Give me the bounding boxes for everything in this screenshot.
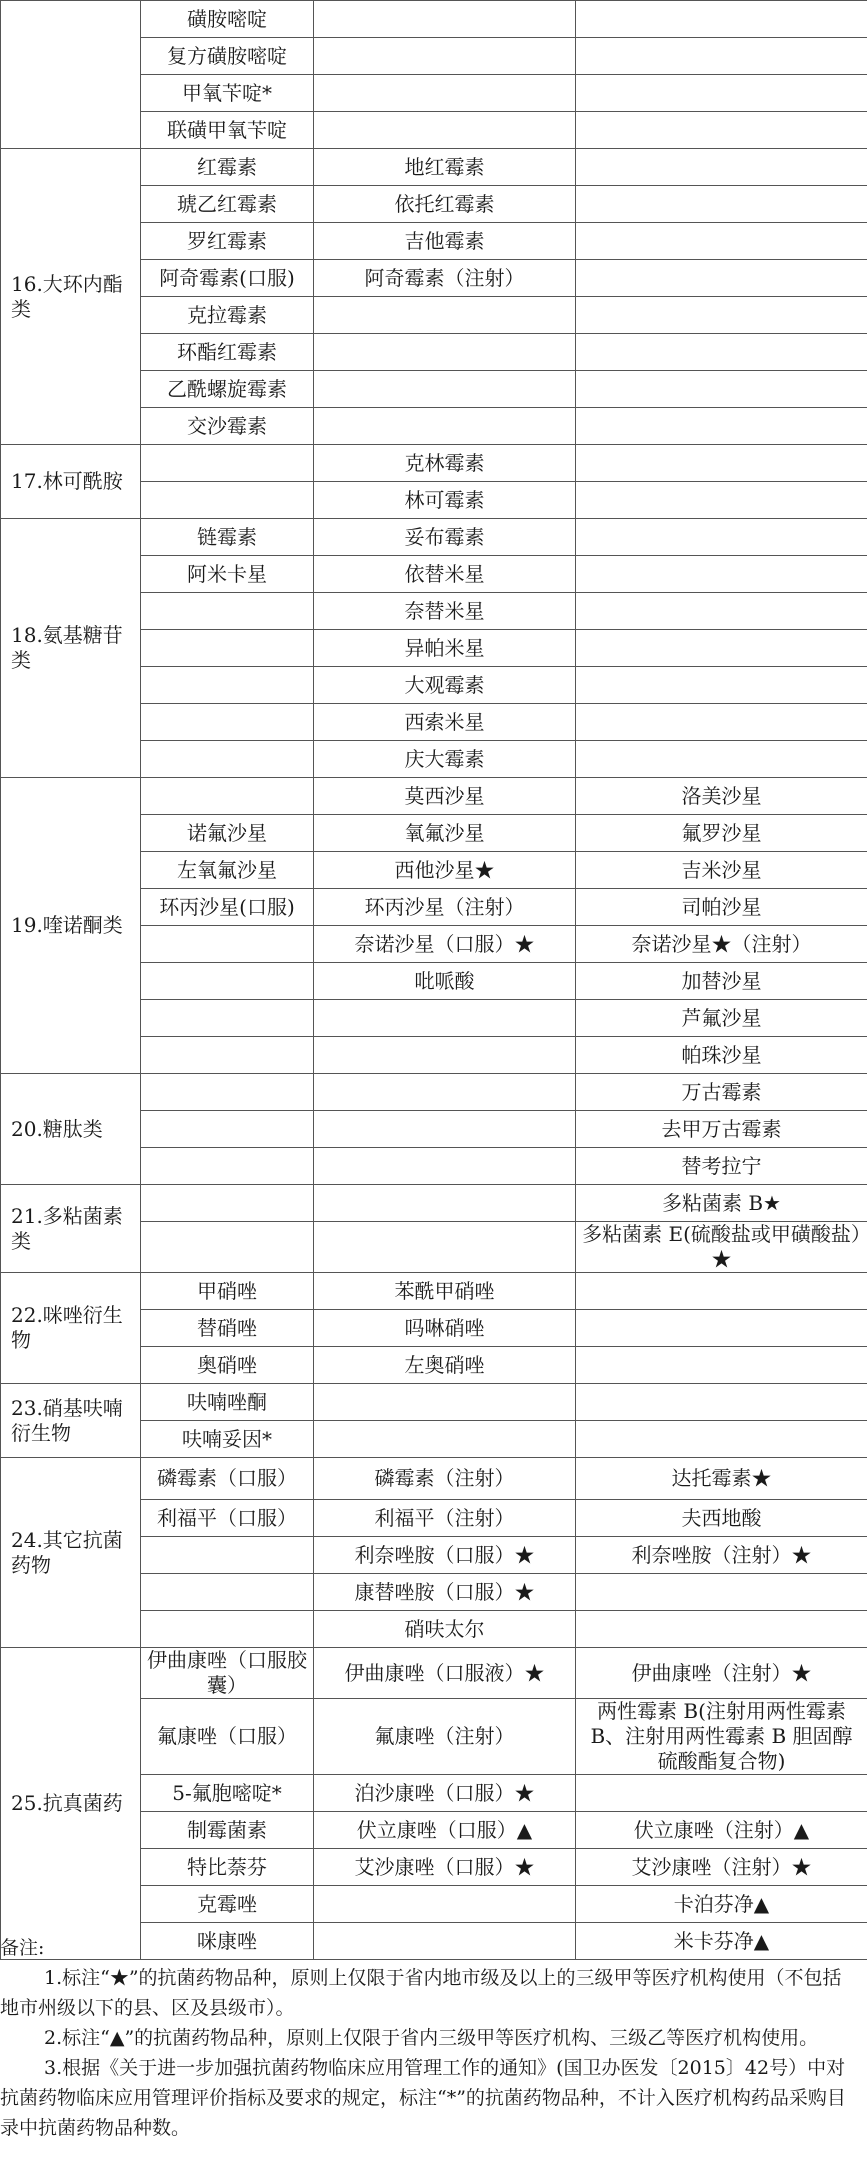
drug-cell-c1: 特比萘芬 bbox=[141, 1849, 314, 1886]
drug-cell-c1 bbox=[141, 1222, 314, 1273]
drug-cell-c3 bbox=[576, 1574, 867, 1611]
table-row bbox=[1, 1458, 867, 1500]
drug-cell-c3 bbox=[576, 112, 867, 149]
drug-cell-c3: 多粘菌素 E(硫酸盐或甲磺酸盐）★ bbox=[576, 1222, 867, 1273]
drug-cell-c1: 奥硝唑 bbox=[141, 1347, 314, 1384]
drug-cell-c3 bbox=[576, 556, 867, 593]
drug-cell-c3 bbox=[576, 1775, 867, 1812]
drug-cell-c1 bbox=[141, 1148, 314, 1185]
drug-cell-c3: 利奈唑胺（注射）★ bbox=[576, 1537, 867, 1574]
table-row bbox=[1, 1185, 867, 1222]
drug-cell-c3 bbox=[576, 1347, 867, 1384]
drug-cell-c1 bbox=[141, 963, 314, 1000]
drug-cell-c2: 克林霉素 bbox=[314, 445, 576, 482]
drug-cell-c1: 呋喃妥因* bbox=[141, 1421, 314, 1458]
drug-cell-c2 bbox=[314, 1037, 576, 1074]
drug-cell-c1: 甲氧苄啶* bbox=[141, 75, 314, 112]
drug-cell-c3 bbox=[576, 260, 867, 297]
drug-cell-c3 bbox=[576, 519, 867, 556]
drug-cell-c2: 磷霉素（注射） bbox=[314, 1458, 576, 1500]
drug-cell-c2 bbox=[314, 75, 576, 112]
drug-cell-c3: 帕珠沙星 bbox=[576, 1037, 867, 1074]
drug-cell-c3: 达托霉素★ bbox=[576, 1458, 867, 1500]
table-row bbox=[1, 519, 867, 556]
table-row bbox=[1, 445, 867, 482]
drug-cell-c2 bbox=[314, 1421, 576, 1458]
drug-cell-c3: 伏立康唑（注射）▲ bbox=[576, 1812, 867, 1849]
drug-cell-c1 bbox=[141, 704, 314, 741]
drug-cell-c2: 泊沙康唑（口服）★ bbox=[314, 1775, 576, 1812]
drug-cell-c1 bbox=[141, 1074, 314, 1111]
drug-cell-c3: 米卡芬净▲ bbox=[576, 1923, 867, 1960]
drug-cell-c2: 左奥硝唑 bbox=[314, 1347, 576, 1384]
drug-cell-c2: 伊曲康唑（口服液）★ bbox=[314, 1648, 576, 1699]
drug-cell-c3: 去甲万古霉素 bbox=[576, 1111, 867, 1148]
drug-cell-c1 bbox=[141, 1185, 314, 1222]
drug-cell-c1 bbox=[141, 926, 314, 963]
drug-cell-c1: 复方磺胺嘧啶 bbox=[141, 38, 314, 75]
drug-cell-c2 bbox=[314, 112, 576, 149]
drug-cell-c3 bbox=[576, 75, 867, 112]
drug-cell-c1: 联磺甲氧苄啶 bbox=[141, 112, 314, 149]
drug-cell-c3 bbox=[576, 482, 867, 519]
drug-cell-c2: 莫西沙星 bbox=[314, 778, 576, 815]
drug-cell-c2: 康替唑胺（口服）★ bbox=[314, 1574, 576, 1611]
drug-cell-c3: 芦氟沙星 bbox=[576, 1000, 867, 1037]
table-row bbox=[1, 778, 867, 815]
drug-cell-c3 bbox=[576, 223, 867, 260]
category-cell: 21.多粘菌素类 bbox=[1, 1185, 141, 1273]
drug-cell-c3: 多粘菌素 B★ bbox=[576, 1185, 867, 1222]
drug-cell-c2: 硝呋太尔 bbox=[314, 1611, 576, 1648]
drug-cell-c2 bbox=[314, 1111, 576, 1148]
drug-cell-c2 bbox=[314, 334, 576, 371]
table-row bbox=[1, 1384, 867, 1421]
drug-cell-c1 bbox=[141, 1537, 314, 1574]
drug-cell-c2: 氟康唑（注射） bbox=[314, 1699, 576, 1775]
drug-cell-c2 bbox=[314, 1000, 576, 1037]
drug-cell-c1: 甲硝唑 bbox=[141, 1273, 314, 1310]
notes-section bbox=[0, 1933, 860, 2143]
drug-cell-c2: 苯酰甲硝唑 bbox=[314, 1273, 576, 1310]
drug-cell-c1: 红霉素 bbox=[141, 149, 314, 186]
drug-cell-c3: 万古霉素 bbox=[576, 1074, 867, 1111]
drug-cell-c2: 伏立康唑（口服）▲ bbox=[314, 1812, 576, 1849]
table-row bbox=[1, 1273, 867, 1310]
drug-cell-c3 bbox=[576, 38, 867, 75]
drug-cell-c2: 西他沙星★ bbox=[314, 852, 576, 889]
drug-cell-c1: 阿米卡星 bbox=[141, 556, 314, 593]
drug-cell-c3: 替考拉宁 bbox=[576, 1148, 867, 1185]
drug-cell-c1 bbox=[141, 593, 314, 630]
drug-cell-c2: 奈诺沙星（口服）★ bbox=[314, 926, 576, 963]
drug-cell-c3 bbox=[576, 186, 867, 223]
drug-cell-c3 bbox=[576, 149, 867, 186]
note-item-2: 2.标注“▲”的抗菌药物品种，原则上仅限于省内三级甲等医疗机构、三级乙等医疗机构使用。 bbox=[44, 2027, 819, 2049]
drug-cell-c2: 地红霉素 bbox=[314, 149, 576, 186]
drug-cell-c2 bbox=[314, 1074, 576, 1111]
drug-cell-c3: 艾沙康唑（注射）★ bbox=[576, 1849, 867, 1886]
drug-cell-c2 bbox=[314, 1, 576, 38]
drug-cell-c3: 卡泊芬净▲ bbox=[576, 1886, 867, 1923]
drug-cell-c1 bbox=[141, 1037, 314, 1074]
drug-cell-c2: 西索米星 bbox=[314, 704, 576, 741]
drug-cell-c2: 大观霉素 bbox=[314, 667, 576, 704]
category-cell bbox=[1, 1, 141, 149]
drug-cell-c3: 伊曲康唑（注射）★ bbox=[576, 1648, 867, 1699]
drug-cell-c1 bbox=[141, 1611, 314, 1648]
drug-cell-c1: 氟康唑（口服） bbox=[141, 1699, 314, 1775]
drug-cell-c3: 氟罗沙星 bbox=[576, 815, 867, 852]
drug-cell-c1: 呋喃唑酮 bbox=[141, 1384, 314, 1421]
drug-cell-c1 bbox=[141, 667, 314, 704]
drug-cell-c2: 利福平（注射） bbox=[314, 1500, 576, 1537]
table-row bbox=[1, 149, 867, 186]
drug-cell-c3 bbox=[576, 371, 867, 408]
drug-cell-c2: 奈替米星 bbox=[314, 593, 576, 630]
drug-cell-c2: 异帕米星 bbox=[314, 630, 576, 667]
drug-cell-c2: 吡哌酸 bbox=[314, 963, 576, 1000]
category-cell: 22.咪唑衍生物 bbox=[1, 1273, 141, 1384]
drug-cell-c2: 依托红霉素 bbox=[314, 186, 576, 223]
table-row bbox=[1, 1648, 867, 1699]
drug-cell-c2 bbox=[314, 1222, 576, 1273]
drug-cell-c1: 乙酰螺旋霉素 bbox=[141, 371, 314, 408]
drug-cell-c3 bbox=[576, 445, 867, 482]
drug-cell-c3 bbox=[576, 334, 867, 371]
drug-cell-c2: 吉他霉素 bbox=[314, 223, 576, 260]
drug-cell-c1: 环酯红霉素 bbox=[141, 334, 314, 371]
drug-cell-c3 bbox=[576, 741, 867, 778]
drug-cell-c1: 阿奇霉素(口服) bbox=[141, 260, 314, 297]
drug-cell-c2 bbox=[314, 1185, 576, 1222]
drug-cell-c3: 吉米沙星 bbox=[576, 852, 867, 889]
drug-cell-c3 bbox=[576, 1421, 867, 1458]
drug-cell-c3: 奈诺沙星★（注射） bbox=[576, 926, 867, 963]
drug-cell-c3 bbox=[576, 630, 867, 667]
drug-cell-c1: 克霉唑 bbox=[141, 1886, 314, 1923]
drug-cell-c1: 替硝唑 bbox=[141, 1310, 314, 1347]
drug-cell-c1: 诺氟沙星 bbox=[141, 815, 314, 852]
drug-cell-c1: 交沙霉素 bbox=[141, 408, 314, 445]
drug-cell-c3 bbox=[576, 297, 867, 334]
drug-cell-c3 bbox=[576, 1611, 867, 1648]
drug-cell-c2: 环丙沙星（注射） bbox=[314, 889, 576, 926]
drug-cell-c1 bbox=[141, 482, 314, 519]
drug-cell-c1: 克拉霉素 bbox=[141, 297, 314, 334]
drug-cell-c2: 林可霉素 bbox=[314, 482, 576, 519]
drug-cell-c1: 咪康唑 bbox=[141, 1923, 314, 1960]
drug-cell-c3 bbox=[576, 1310, 867, 1347]
drug-cell-c3 bbox=[576, 667, 867, 704]
drug-cell-c2 bbox=[314, 1886, 576, 1923]
drug-cell-c3 bbox=[576, 704, 867, 741]
drug-cell-c2: 阿奇霉素（注射） bbox=[314, 260, 576, 297]
drug-cell-c3 bbox=[576, 593, 867, 630]
drug-cell-c1: 环丙沙星(口服) bbox=[141, 889, 314, 926]
drug-cell-c2 bbox=[314, 297, 576, 334]
drug-cell-c2: 吗啉硝唑 bbox=[314, 1310, 576, 1347]
drug-cell-c2 bbox=[314, 371, 576, 408]
drug-cell-c3: 两性霉素 B(注射用两性霉素B、注射用两性霉素 B 胆固醇硫酸酯复合物) bbox=[576, 1699, 867, 1775]
category-cell: 18.氨基糖苷类 bbox=[1, 519, 141, 778]
drug-cell-c3 bbox=[576, 408, 867, 445]
drug-cell-c1: 5-氟胞嘧啶* bbox=[141, 1775, 314, 1812]
drug-cell-c2: 庆大霉素 bbox=[314, 741, 576, 778]
drug-cell-c2: 利奈唑胺（口服）★ bbox=[314, 1537, 576, 1574]
category-cell: 24.其它抗菌药物 bbox=[1, 1458, 141, 1648]
drug-cell-c1: 罗红霉素 bbox=[141, 223, 314, 260]
drug-cell-c3 bbox=[576, 1273, 867, 1310]
drug-cell-c1: 磷霉素（口服） bbox=[141, 1458, 314, 1500]
note-item-3: 3.根据《关于进一步加强抗菌药物临床应用管理工作的通知》(国卫办医发〔2015〕42号）中对抗菌药物临床应用管理评价指标及要求的规定，标注“*”的抗菌药物品种，不计入医疗机构药品采购目录中抗菌药物品种数。 bbox=[0, 2057, 846, 2139]
category-cell: 23.硝基呋喃衍生物 bbox=[1, 1384, 141, 1458]
drug-cell-c1 bbox=[141, 778, 314, 815]
drug-cell-c1 bbox=[141, 1574, 314, 1611]
notes-title: 备注: bbox=[0, 1937, 45, 1959]
drug-cell-c2 bbox=[314, 1384, 576, 1421]
drug-cell-c1: 左氧氟沙星 bbox=[141, 852, 314, 889]
drug-cell-c3 bbox=[576, 1384, 867, 1421]
drug-cell-c3: 洛美沙星 bbox=[576, 778, 867, 815]
table-body bbox=[1, 1, 867, 1960]
drug-cell-c1 bbox=[141, 1000, 314, 1037]
drug-cell-c1: 链霉素 bbox=[141, 519, 314, 556]
drug-cell-c2: 依替米星 bbox=[314, 556, 576, 593]
drug-cell-c2: 艾沙康唑（口服）★ bbox=[314, 1849, 576, 1886]
drug-cell-c1: 琥乙红霉素 bbox=[141, 186, 314, 223]
drug-cell-c1: 磺胺嘧啶 bbox=[141, 1, 314, 38]
drug-cell-c3: 加替沙星 bbox=[576, 963, 867, 1000]
drug-cell-c1: 利福平（口服） bbox=[141, 1500, 314, 1537]
category-cell: 17.林可酰胺 bbox=[1, 445, 141, 519]
table-row bbox=[1, 1074, 867, 1111]
category-cell: 19.喹诺酮类 bbox=[1, 778, 141, 1074]
table-row bbox=[1, 1, 867, 38]
drug-cell-c1 bbox=[141, 445, 314, 482]
drug-cell-c1: 伊曲康唑（口服胶囊） bbox=[141, 1648, 314, 1699]
drug-cell-c1: 制霉菌素 bbox=[141, 1812, 314, 1849]
drug-cell-c2 bbox=[314, 1148, 576, 1185]
category-cell: 20.糖肽类 bbox=[1, 1074, 141, 1185]
category-cell: 25.抗真菌药 bbox=[1, 1648, 141, 1960]
drug-cell-c1 bbox=[141, 741, 314, 778]
drug-cell-c2 bbox=[314, 408, 576, 445]
drug-cell-c1 bbox=[141, 1111, 314, 1148]
category-cell: 16.大环内酯类 bbox=[1, 149, 141, 445]
drug-cell-c1 bbox=[141, 630, 314, 667]
drug-cell-c2: 妥布霉素 bbox=[314, 519, 576, 556]
drug-cell-c3 bbox=[576, 1, 867, 38]
drug-cell-c2: 氧氟沙星 bbox=[314, 815, 576, 852]
drug-cell-c3: 夫西地酸 bbox=[576, 1500, 867, 1537]
drug-cell-c2 bbox=[314, 38, 576, 75]
drug-cell-c3: 司帕沙星 bbox=[576, 889, 867, 926]
note-item-1: 1.标注“★”的抗菌药物品种，原则上仅限于省内地市级及以上的三级甲等医疗机构使用（不包括地市州级以下的县、区及县级市）。 bbox=[0, 1967, 842, 2019]
